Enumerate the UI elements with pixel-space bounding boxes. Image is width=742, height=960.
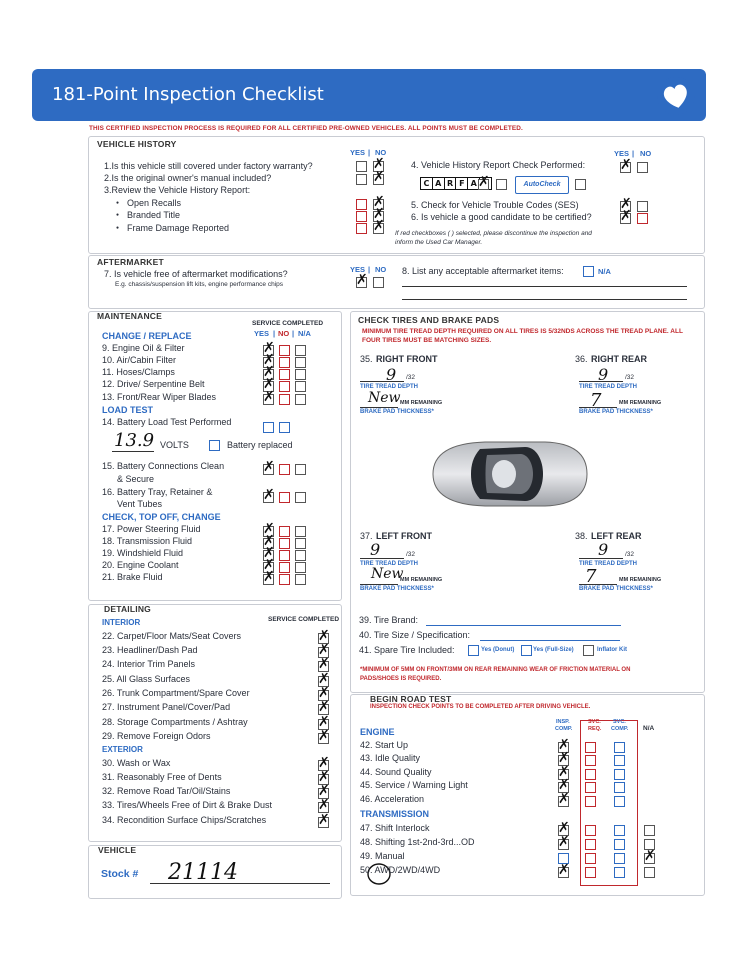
col-insp-2: COMP. <box>555 726 573 732</box>
maintenance-yes-checkbox[interactable] <box>263 394 274 405</box>
vh-q3c: ● Frame Damage Reported <box>127 223 229 233</box>
fluid-yes-checkbox[interactable] <box>263 574 274 585</box>
spare-donut-checkbox[interactable] <box>468 645 479 656</box>
tread-unit: /32 <box>625 374 635 381</box>
fluid-no-checkbox[interactable] <box>279 550 290 561</box>
battery-replaced-label: Battery replaced <box>227 440 293 450</box>
maint-service-completed: SERVICE COMPLETED <box>252 320 324 327</box>
q6-yes-checkbox[interactable] <box>620 213 631 224</box>
q15-no-checkbox[interactable] <box>279 464 290 475</box>
vh-note-1: If red checkboxes ( ) selected, please discontinue the inspection and <box>395 230 592 237</box>
certification-notice: THIS CERTIFIED INSPECTION PROCESS IS REQUIRED FOR ALL CERTIFIED PRE-OWNED VEHICLES. ALL POINTS MUST BE COMPLETED. <box>89 125 523 132</box>
maint-sep: | <box>273 329 276 338</box>
q16-na-checkbox[interactable] <box>295 492 306 503</box>
brake-pad-value[interactable]: New <box>368 390 401 406</box>
insp-comp-checkbox[interactable] <box>558 867 569 878</box>
q15-yes-checkbox[interactable] <box>263 464 274 475</box>
road-test-item-label: 47. Shift Interlock <box>360 823 430 833</box>
q16-yes-checkbox[interactable] <box>263 492 274 503</box>
detailing-title: DETAILING <box>104 604 151 614</box>
brake-pad-value[interactable]: 7 <box>590 390 602 411</box>
interior-heading: INTERIOR <box>102 618 141 627</box>
tires-requirement-2: FOUR TIRES MUST BE MATCHING SIZES. <box>362 337 492 344</box>
vh-note-2: inform the Used Car Manager. <box>395 239 483 246</box>
fluid-na-checkbox[interactable] <box>295 538 306 549</box>
brake-pad-line <box>360 584 398 585</box>
detailing-item-label: 26. Trunk Compartment/Spare Cover <box>102 688 250 698</box>
fluid-item-label: 20. Engine Coolant <box>102 560 179 570</box>
carfax-letter: R <box>445 178 456 189</box>
svc-comp-checkbox[interactable] <box>614 825 625 836</box>
detailing-completed-checkbox[interactable] <box>318 733 329 744</box>
tread-depth-value[interactable]: 9 <box>598 540 609 559</box>
vh-sep-right: | <box>632 149 635 158</box>
carfax-letter: A <box>433 178 444 189</box>
svc-req-checkbox[interactable] <box>585 782 596 793</box>
maintenance-na-checkbox[interactable] <box>295 369 306 380</box>
am-q7: 7. Is vehicle free of aftermarket modifications? <box>104 269 288 279</box>
vh-sep: | <box>368 148 371 157</box>
svc-req-checkbox[interactable] <box>585 796 596 807</box>
tires-title: CHECK TIRES AND BRAKE PADS <box>358 315 500 325</box>
q14-yes-checkbox[interactable] <box>263 422 274 433</box>
maintenance-na-checkbox[interactable] <box>295 381 306 392</box>
mm-remaining-label: MM REMAINING <box>400 400 443 406</box>
maintenance-na-checkbox[interactable] <box>295 345 306 356</box>
brake-pad-line <box>579 407 617 408</box>
q4-no-checkbox[interactable] <box>637 162 648 173</box>
tire-tread-depth-label: TIRE TREAD DEPTH <box>360 384 419 390</box>
maintenance-item-label: 13. Front/Rear Wiper Blades <box>102 392 217 402</box>
volts-value[interactable]: 13.9 <box>114 430 155 451</box>
exterior-heading: EXTERIOR <box>102 745 143 754</box>
aftermarket-title: AFTERMARKET <box>97 257 164 267</box>
brake-pad-line <box>360 407 398 408</box>
maintenance-item-label: 12. Drive/ Serpentine Belt <box>102 379 205 389</box>
q8-na-checkbox[interactable] <box>583 266 594 277</box>
vh-q2: 2.Is the original owner's manual included? <box>104 173 272 183</box>
svc-comp-checkbox[interactable] <box>614 796 625 807</box>
tread-unit: /32 <box>625 551 635 558</box>
insp-comp-checkbox[interactable] <box>558 796 569 807</box>
detailing-item-label: 25. All Glass Surfaces <box>102 674 191 684</box>
tire-size-line[interactable] <box>480 640 620 641</box>
vh-q6: 6. Is vehicle a good candidate to be certified? <box>411 212 592 222</box>
brake-pad-line <box>579 584 617 585</box>
na-checkbox[interactable] <box>644 867 655 878</box>
q40-label: 40. Tire Size / Specification: <box>359 630 471 640</box>
road-test-title: BEGIN ROAD TEST <box>370 694 452 704</box>
mm-remaining-label: MM REMAINING <box>619 400 662 406</box>
tread-depth-value[interactable]: 9 <box>598 365 609 384</box>
q39-label: 39. Tire Brand: <box>359 615 419 625</box>
detailing-item-label: 24. Interior Trim Panels <box>102 659 196 669</box>
transmission-heading: TRANSMISSION <box>360 809 430 819</box>
col-svc-req-1: SVC. <box>588 719 601 725</box>
tread-depth-line <box>360 381 404 382</box>
svc-comp-checkbox[interactable] <box>614 867 625 878</box>
am-q7-sub: E.g. chassis/suspension lift kits, engine performance chips <box>115 281 284 288</box>
tread-depth-value[interactable]: 9 <box>386 365 397 384</box>
q7-no-checkbox[interactable] <box>373 277 384 288</box>
load-test-heading: LOAD TEST <box>102 405 153 415</box>
vehicle-title: VEHICLE <box>98 845 137 855</box>
col-na: N/A <box>643 725 655 732</box>
maint-no: NO <box>278 329 290 338</box>
road-test-subtitle: INSPECTION CHECK POINTS TO BE COMPLETED AFTER DRIVING VEHICLE. <box>370 704 591 710</box>
brake-pad-thickness-label: BRAKE PAD THICKNESS* <box>579 409 653 415</box>
q41-label: 41. Spare Tire Included: <box>359 645 455 655</box>
vh-q3a: ● Open Recalls <box>127 198 181 208</box>
spare-inflator-label: Inflator Kit <box>597 647 627 653</box>
tire-corner-number: 35. <box>360 354 373 364</box>
svc-comp-checkbox[interactable] <box>614 839 625 850</box>
col-svc-comp-1: SVC. <box>613 719 626 725</box>
svc-req-checkbox[interactable] <box>585 755 596 766</box>
fluid-no-checkbox[interactable] <box>279 562 290 573</box>
stock-number-value[interactable]: 21114 <box>168 860 238 885</box>
volts-label: VOLTS <box>160 440 189 450</box>
fluid-no-checkbox[interactable] <box>279 574 290 585</box>
maint-sep-2: | <box>292 329 295 338</box>
maintenance-no-checkbox[interactable] <box>279 381 290 392</box>
maintenance-no-checkbox[interactable] <box>279 394 290 405</box>
fluid-no-checkbox[interactable] <box>279 526 290 537</box>
q5-no-checkbox[interactable] <box>637 201 648 212</box>
brake-pad-value[interactable]: New <box>371 566 404 582</box>
battery-replaced-checkbox[interactable] <box>209 440 220 451</box>
fluid-na-checkbox[interactable] <box>295 562 306 573</box>
am-q8: 8. List any acceptable aftermarket items: <box>402 266 564 276</box>
tread-depth-line <box>360 558 404 559</box>
vh-no-header: NO <box>375 148 387 157</box>
svc-comp-checkbox[interactable] <box>614 782 625 793</box>
detailing-completed-checkbox[interactable] <box>318 817 329 828</box>
col-svc-req-2: REQ. <box>588 726 602 732</box>
road-test-item-label: 45. Service / Warning Light <box>360 780 468 790</box>
maintenance-na-checkbox[interactable] <box>295 394 306 405</box>
carfax-checkbox-2[interactable] <box>496 179 507 190</box>
svc-comp-checkbox[interactable] <box>614 742 625 753</box>
detailing-item-label: 28. Storage Compartments / Ashtray <box>102 717 248 727</box>
carfax-letter: F <box>456 178 467 189</box>
detailing-item-label: 22. Carpet/Floor Mats/Seat Covers <box>102 631 242 641</box>
brake-pad-thickness-label: BRAKE PAD THICKNESS* <box>579 586 653 592</box>
road-test-item-label: 49. Manual <box>360 851 405 861</box>
mm-remaining-label: MM REMAINING <box>619 577 662 583</box>
carfax-letter: C <box>421 178 432 189</box>
col-insp-1: INSP. <box>556 719 570 725</box>
q2-no-checkbox[interactable] <box>373 174 384 185</box>
mm-remaining-label: MM REMAINING <box>400 577 443 583</box>
road-test-item-label: 46. Acceleration <box>360 794 425 804</box>
fluid-na-checkbox[interactable] <box>295 550 306 561</box>
maintenance-title: MAINTENANCE <box>97 311 163 321</box>
fluid-item-label: 19. Windshield Fluid <box>102 548 184 558</box>
maint-yes: YES <box>254 329 270 338</box>
pad-minimum-2: PADS/SHOES IS REQUIRED. <box>360 676 442 682</box>
car-top-view-icon <box>425 435 591 513</box>
q14-no-checkbox[interactable] <box>279 422 290 433</box>
detailing-item-label: 30. Wash or Wax <box>102 758 171 768</box>
aftermarket-line-1[interactable] <box>402 286 687 287</box>
pad-minimum-1: *MINIMUM OF 5MM ON FRONT/3MM ON REAR REMAINING WEAR OF FRICTION MATERIAL ON <box>360 667 631 673</box>
tire-corner-name: RIGHT REAR <box>591 354 647 364</box>
maint-na: N/A <box>298 329 311 338</box>
maintenance-no-checkbox[interactable] <box>279 357 290 368</box>
maintenance-item-label: 9. Engine Oil & Filter <box>102 343 185 353</box>
tire-corner-name: RIGHT FRONT <box>376 354 438 364</box>
tire-corner-number: 38. <box>575 531 588 541</box>
q8-na-label: N/A <box>598 267 611 276</box>
q1-yes-checkbox[interactable] <box>356 161 367 172</box>
q14-label: 14. Battery Load Test Performed <box>102 417 232 427</box>
svc-req-checkbox[interactable] <box>585 742 596 753</box>
vh-yes-header: YES <box>350 148 366 157</box>
detailing-item-label: 31. Reasonably Free of Dents <box>102 772 222 782</box>
svc-req-checkbox[interactable] <box>585 769 596 780</box>
aftermarket-line-2[interactable] <box>402 299 687 300</box>
tires-requirement-1: MINIMUM TIRE TREAD DEPTH REQUIRED ON ALL TIRES IS 5/32NDS ACROSS THE TREAD PLANE. ALL <box>362 328 683 335</box>
detailing-item-label: 29. Remove Foreign Odors <box>102 731 211 741</box>
fluid-na-checkbox[interactable] <box>295 574 306 585</box>
q16-no-checkbox[interactable] <box>279 492 290 503</box>
fluid-no-checkbox[interactable] <box>279 538 290 549</box>
road-test-item-label: 44. Sound Quality <box>360 767 432 777</box>
vh-q4: 4. Vehicle History Report Check Performed: <box>411 160 586 170</box>
heart-logo-icon <box>656 76 696 116</box>
brake-pad-thickness-label: BRAKE PAD THICKNESS* <box>360 586 434 592</box>
detailing-item-label: 32. Remove Road Tar/Oil/Stains <box>102 786 231 796</box>
road-test-item-label: 48. Shifting 1st-2nd-3rd...OD <box>360 837 475 847</box>
detailing-item-label: 27. Instrument Panel/Cover/Pad <box>102 702 231 712</box>
svc-comp-checkbox[interactable] <box>614 755 625 766</box>
fluid-na-checkbox[interactable] <box>295 526 306 537</box>
am-no-header: NO <box>375 265 387 274</box>
fluid-item-label: 17. Power Steering Fluid <box>102 524 201 534</box>
detailing-item-label: 33. Tires/Wheels Free of Dirt & Brake Dust <box>102 800 273 810</box>
svc-req-checkbox[interactable] <box>585 853 596 864</box>
stock-number-line <box>150 883 330 884</box>
q15-label-line-1: 15. Battery Connections Clean <box>102 461 225 471</box>
detailing-item-label: 34. Recondition Surface Chips/Scratches <box>102 815 267 825</box>
tire-brand-line[interactable] <box>426 625 621 626</box>
svc-req-checkbox[interactable] <box>585 839 596 850</box>
maintenance-item-label: 10. Air/Cabin Filter <box>102 355 177 365</box>
stock-label: Stock # <box>101 868 139 880</box>
brake-pad-value[interactable]: 7 <box>585 566 597 587</box>
am-yes-header: YES <box>350 265 366 274</box>
q16-label-line-2: Vent Tubes <box>117 499 163 509</box>
svc-req-checkbox[interactable] <box>585 825 596 836</box>
brake-pad-thickness-label: BRAKE PAD THICKNESS* <box>360 409 434 415</box>
carfax-letter: A <box>468 178 479 189</box>
q3c-yes-checkbox[interactable] <box>356 223 367 234</box>
q16-label-line-1: 16. Battery Tray, Retainer & <box>102 487 213 497</box>
page-title: 181-Point Inspection Checklist <box>52 84 324 105</box>
spare-full-checkbox[interactable] <box>521 645 532 656</box>
tread-unit: /32 <box>406 551 416 558</box>
svc-req-checkbox[interactable] <box>585 867 596 878</box>
road-test-item-label: 50. AWD/2WD/4WD <box>360 865 441 875</box>
tread-depth-line <box>579 558 623 559</box>
spare-donut-label: Yes (Donut) <box>481 647 515 653</box>
maintenance-no-checkbox[interactable] <box>279 345 290 356</box>
col-svc-comp-2: COMP. <box>611 726 629 732</box>
tire-corner-number: 37. <box>360 531 373 541</box>
maintenance-no-checkbox[interactable] <box>279 369 290 380</box>
na-checkbox[interactable] <box>644 853 655 864</box>
vh-q3: 3.Review the Vehicle History Report: <box>104 185 251 195</box>
vehicle-history-title: VEHICLE HISTORY <box>97 139 177 149</box>
tire-tread-depth-label: TIRE TREAD DEPTH <box>579 561 638 567</box>
tire-tread-depth-label: TIRE TREAD DEPTH <box>579 384 638 390</box>
detailing-item-label: 23. Headliner/Dash Pad <box>102 645 198 655</box>
road-test-item-label: 42. Start Up <box>360 740 409 750</box>
q3b-yes-checkbox[interactable] <box>356 211 367 222</box>
tire-corner-name: LEFT FRONT <box>376 531 432 541</box>
tire-corner-number: 36. <box>575 354 588 364</box>
spare-full-label: Yes (Full-Size) <box>533 647 574 653</box>
am-sep: | <box>368 265 371 274</box>
maintenance-na-checkbox[interactable] <box>295 357 306 368</box>
spare-inflator-checkbox[interactable] <box>583 645 594 656</box>
insp-comp-checkbox[interactable] <box>558 839 569 850</box>
detailing-service-completed: SERVICE COMPLETED <box>268 616 340 623</box>
change-replace-heading: CHANGE / REPLACE <box>102 331 192 341</box>
vh-yes-header-right: YES <box>614 149 630 158</box>
vh-no-header-right: NO <box>640 149 652 158</box>
check-top-off-heading: CHECK, TOP OFF, CHANGE <box>102 512 221 522</box>
volts-underline <box>112 451 154 452</box>
maintenance-item-label: 11. Hoses/Clamps <box>102 367 175 377</box>
q2-yes-checkbox[interactable] <box>356 174 367 185</box>
svc-comp-checkbox[interactable] <box>614 853 625 864</box>
road-test-item-label: 43. Idle Quality <box>360 753 421 763</box>
vh-q1: 1.Is this vehicle still covered under factory warranty? <box>104 161 313 171</box>
fluid-item-label: 21. Brake Fluid <box>102 572 163 582</box>
q15-label-line-2: & Secure <box>117 474 155 484</box>
tread-unit: /32 <box>406 374 416 381</box>
autocheck-logo: AutoCheck <box>515 176 569 194</box>
tread-depth-value[interactable]: 9 <box>370 540 381 559</box>
q6-no-checkbox[interactable] <box>637 213 648 224</box>
autocheck-checkbox[interactable] <box>575 179 586 190</box>
q4-yes-checkbox[interactable] <box>620 162 631 173</box>
q15-na-checkbox[interactable] <box>295 464 306 475</box>
q3a-yes-checkbox[interactable] <box>356 199 367 210</box>
carfax-checkbox[interactable] <box>478 179 489 190</box>
engine-heading: ENGINE <box>360 727 395 737</box>
vh-q5: 5. Check for Vehicle Trouble Codes (SES) <box>411 200 579 210</box>
svc-comp-checkbox[interactable] <box>614 769 625 780</box>
q7-yes-checkbox[interactable] <box>356 277 367 288</box>
tire-tread-depth-label: TIRE TREAD DEPTH <box>360 561 419 567</box>
vh-q3b: ● Branded Title <box>127 210 180 220</box>
na-checkbox[interactable] <box>644 825 655 836</box>
tire-corner-name: LEFT REAR <box>591 531 642 541</box>
fluid-item-label: 18. Transmission Fluid <box>102 536 193 546</box>
tread-depth-line <box>579 381 623 382</box>
q3c-no-checkbox[interactable] <box>373 223 384 234</box>
